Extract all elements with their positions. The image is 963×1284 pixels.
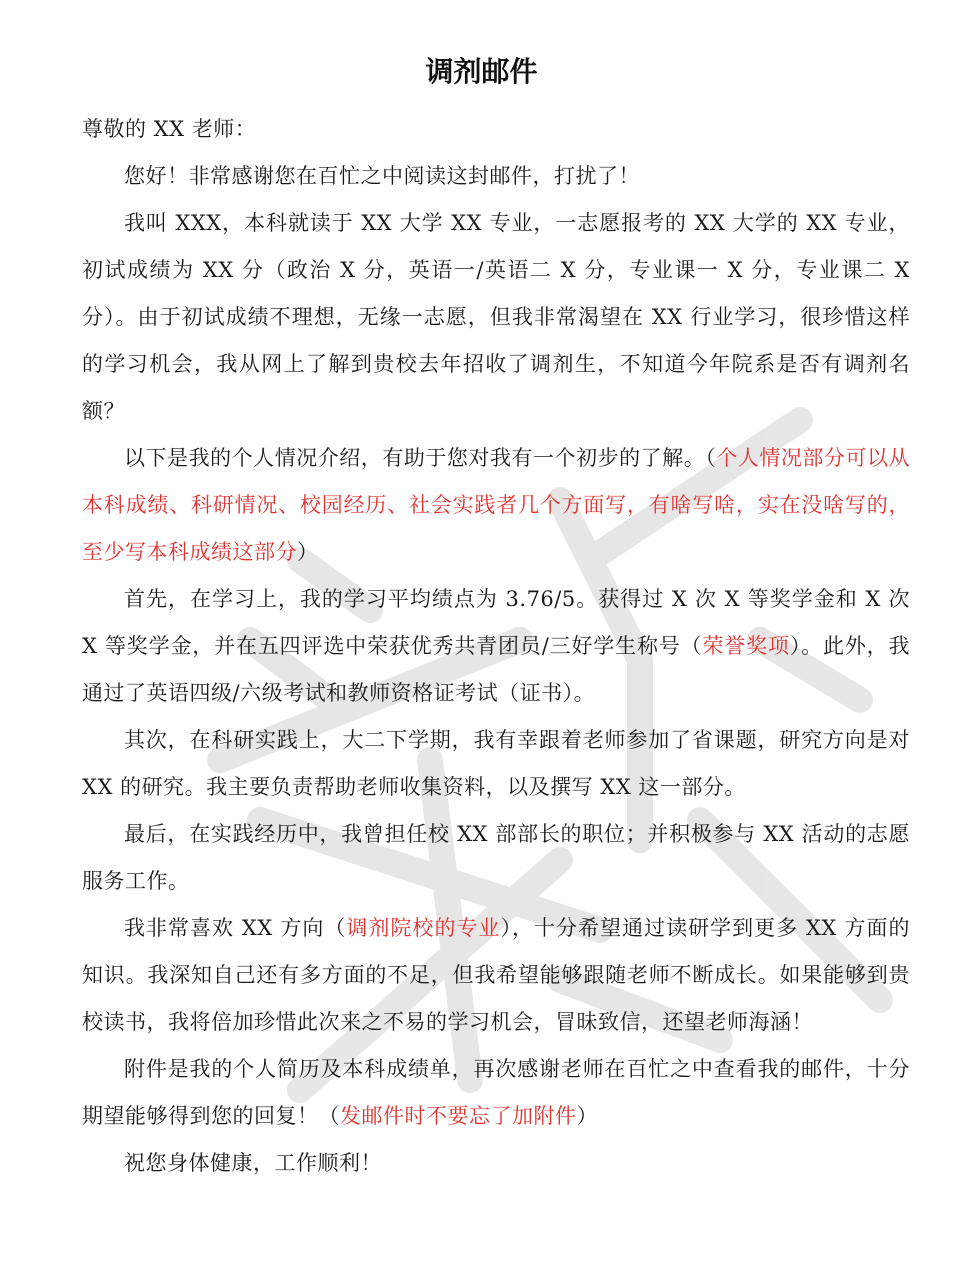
practice-paragraph: 最后，在实践经历中，我曾担任校 XX 部部长的职位；并积极参与 XX 活动的志愿服务工作。 [82, 822, 910, 893]
interest-text: 我非常喜欢 XX 方向（ [124, 916, 347, 940]
personal-info-text: 以下是我的个人情况介绍，有助于您对我有一个初步的了解。（ [124, 446, 717, 470]
academic-note: 荣誉奖项 [702, 634, 790, 658]
closing-paragraph: 祝您身体健康，工作顺利！ [124, 1151, 382, 1175]
greeting-paragraph: 您好！非常感谢您在百忙之中阅读这封邮件，打扰了！ [124, 164, 640, 188]
academic-text: 首先，在学习上，我的学习平均绩点为 3.76/5。获得过 X 次 X 等奖学金和 X 次 X 等奖学金，并在五四评选中荣获优秀共青团员/三好学生称号（ [82, 587, 910, 658]
document-title: 调剂邮件 [425, 55, 538, 88]
academic-text-after: ）。此外，我通过了英语四级/六级考试和教师资格证考试（证书）。 [82, 634, 911, 705]
salutation: 尊敬的 XX 老师： [82, 117, 257, 141]
intro-paragraph: 我叫 XXX，本科就读于 XX 大学 XX 专业，一志愿报考的 XX 大学的 XX 专业，初试成绩为 XX 分（政治 X 分，英语一/英语二 X 分，专业课一 X 分，专业课二 X 分）。由于初试成绩不理想，无缘一志愿，但我非常渴望在 XX 行业学习，很珍惜这样的学习机会，我从网上了解到贵校去年招收了调剂生，不知道今年院系是否有调剂名额？ [82, 211, 910, 423]
personal-info-note: 个人情况部分可以从本科成绩、科研情况、校园经历、社会实践者几个方面写，有啥写啥，实在没啥写的，至少写本科成绩这部分 [82, 446, 911, 564]
attachment-text: 附件是我的个人简历及本科成绩单，再次感谢老师在百忙之中查看我的邮件，十分期望能够得到您的回复！（ [82, 1057, 910, 1128]
interest-paragraph [82, 905, 910, 1046]
personal-info-close: ） [297, 540, 319, 564]
interest-text-after: ），十分希望通过读研学到更多 XX 方面的知识。我深知自己还有多方面的不足，但我希望能够跟随老师不断成长。如果能够到贵校读书，我将倍加珍惜此次来之不易的学习机会，冒昧致信，还望老师海涵！ [82, 916, 910, 1034]
letter-body [82, 106, 910, 1187]
attachment-close: ） [576, 1104, 598, 1128]
academic-paragraph [82, 576, 910, 717]
research-paragraph: 其次，在科研实践上，大二下学期，我有幸跟着老师参加了省课题，研究方向是对 XX 的研究。我主要负责帮助老师收集资料，以及撰写 XX 这一部分。 [82, 728, 910, 799]
attachment-paragraph [82, 1046, 910, 1140]
attachment-note: 发邮件时不要忘了加附件 [340, 1104, 577, 1128]
personal-info-paragraph [82, 435, 910, 576]
interest-note: 调剂院校的专业 [346, 916, 501, 940]
